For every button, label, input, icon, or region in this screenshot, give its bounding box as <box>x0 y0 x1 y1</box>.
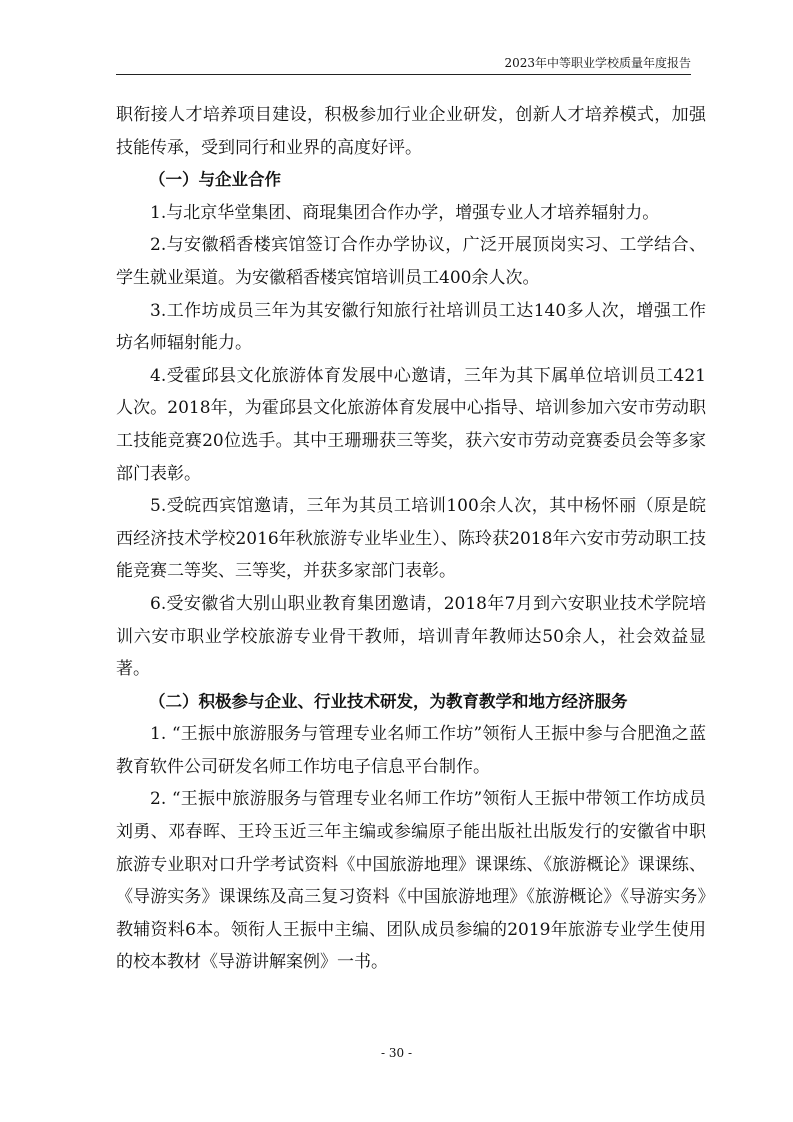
intro-paragraph: 职衔接人才培养项目建设，积极参加行业企业研发，创新人才培养模式，加强技能传承，受到同行和业界的高度好评。 <box>116 105 706 158</box>
section2-item-1: 1. “王振中旅游服务与管理专业名师工作坊”领衔人王振中参与合肥渔之蓝教育软件公司研发名师工作坊电子信息平台制作。 <box>116 724 706 777</box>
page-number: - 30 - <box>380 1046 412 1060</box>
section1-item-4: 4.受霍邱县文化旅游体育发展中心邀请，三年为其下属单位培训员工421人次。2018年，为霍邱县文化旅游体育发展中心指导、培训参加六安市劳动职工技能竞赛20位选手。其中王珊珊获三等奖，获六安市劳动竞赛委员会等多家部门表彰。 <box>116 365 706 484</box>
section1-item-3: 3.工作坊成员三年为其安徽行知旅行社培训员工达140多人次，增强工作坊名师辐射能力。 <box>116 300 706 354</box>
section-heading-2: （二）积极参与企业、行业技术研发，为教育教学和地方经济服务 <box>149 691 628 711</box>
section-heading-1: （一）与企业合作 <box>149 170 281 190</box>
section2-item-2: 2. “王振中旅游服务与管理专业名师工作坊”领衔人王振中带领工作坊成员刘勇、邓春晖、王玲玉近三年主编或参编原子能出版社出版发行的安徽省中职旅游专业职对口升学考试资料《中国旅游地理》课课练、《旅游概论》课课练、《导游实务》课课练及高三复习资料《中国旅游地理》《旅游概论》《导游实务》教辅资料6本。领衔人王振中主编、团队成员参编的2019年旅游专业学生使用的校本教材《导游讲解案例》一书。 <box>116 789 706 973</box>
section1-item-6: 6.受安徽省大别山职业教育集团邀请，2018年7月到六安职业技术学院培训六安市职业学校旅游专业骨干教师，培训青年教师达50余人，社会效益显著。 <box>116 593 706 680</box>
section1-item-2: 2.与安徽稻香楼宾馆签订合作办学协议，广泛开展顶岗实习、工学结合、学生就业渠道。为安徽稻香楼宾馆培训员工400余人次。 <box>116 235 706 288</box>
section1-item-5: 5.受皖西宾馆邀请，三年为其员工培训100余人次，其中杨怀丽（原是皖西经济技术学校2016年秋旅游专业毕业生）、陈玲获2018年六安市劳动职工技能竞赛二等奖、三等奖，并获多家部门表彰。 <box>116 496 706 582</box>
document-body <box>116 99 706 979</box>
section1-item-1: 1.与北京华堂集团、商琨集团合作办学，增强专业人才培养辐射力。 <box>150 202 660 223</box>
page-header <box>116 52 691 75</box>
page-footer <box>0 1045 793 1061</box>
header-title: 2023年中等职业学校质量年度报告 <box>504 56 691 70</box>
